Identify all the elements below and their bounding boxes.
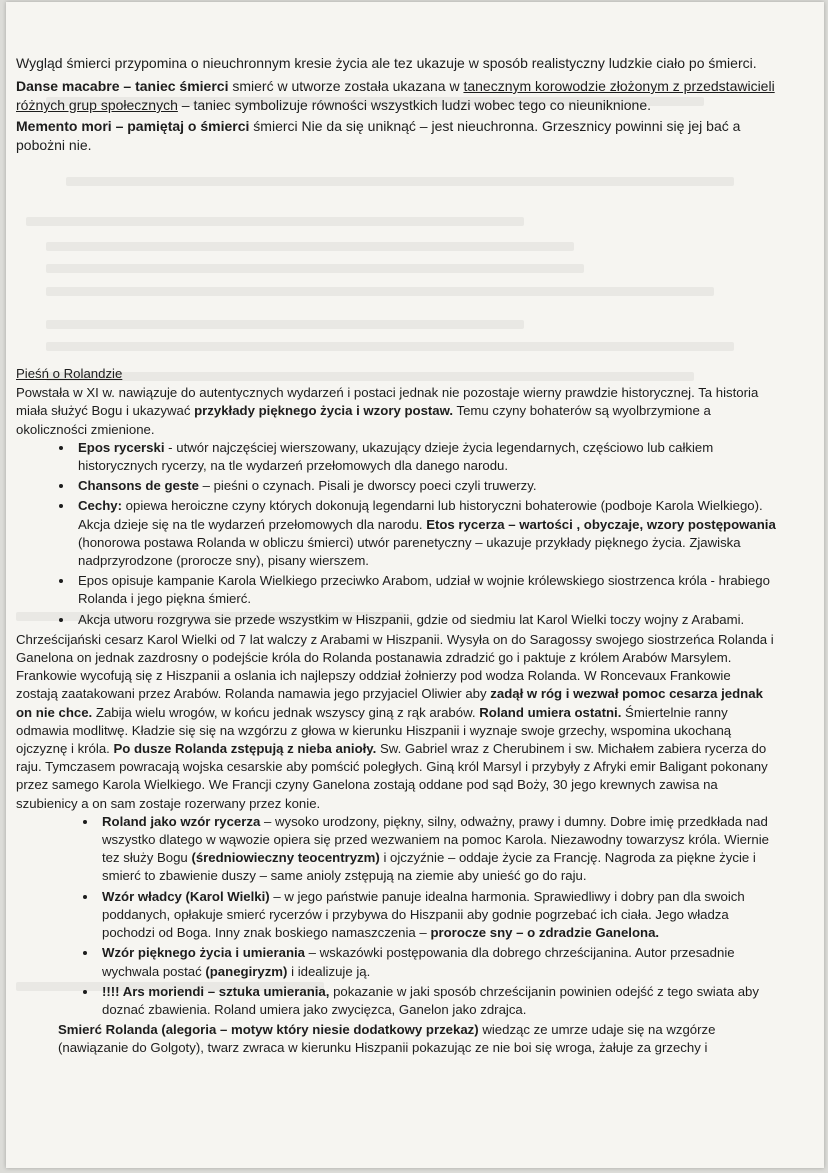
section-heading: Pieśń o Rolandzie (16, 366, 123, 381)
roland-intro-paragraph: Powstała w XI w. nawiązuje do autentycznych wydarzeń i postaci jednak nie pozostaje wierny prawdzie historycznej. Ta historia miała służyć Bogu i ukazywać przykłady pięknego życia i wzory postaw. Temu czyny bohaterów są wyolbrzymione a okoliczności zmienione. (16, 385, 759, 437)
list-item: • Akcja utworu rozgrywa sie przede wszystkim w Hiszpanii, gdzie od siedmiu lat Karol Wielki toczy wojny z Arabami. (74, 611, 776, 629)
list-item: • Roland jako wzór rycerza – wysoko urodzony, piękny, silny, odważny, prawy i dumny. Dobre imię przedkłada nad wszystko dlatego w wąwozie opiera się przed wezwaniem na pomoc Karola. Niezawodny towarzysz króla. Wiernie tez służy Bogu (średniowieczny teocentryzm) i ojczyźnie – oddaje życie za Francję. Nagroda za piękne życie i smierć to zbawienie duszy – same anioly zstępują na ziemie aby unieść go do raju. (98, 813, 776, 886)
roland-section (16, 365, 776, 1058)
plot-summary-paragraph: Chrześcijański cesarz Karol Wielki od 7 lat walczy z Arabami w Hiszpanii. Wysyła on do Saragossy swojego siostrzeńca Rolanda i Ganelona on jednak zazdrosny o podejście króla do Rolanda postanawia zdradzić go i paktuje z królem Arabów Marsylem. Frankowie wycofują się z Hiszpanii a oslania ich najlepszy oddział żołnierzy pod wodza Rolanda. W Roncevaux Frankowie zostają zaatakowani przez Arabów. Rolanda namawia jego przyjaciel Oliwier aby zadął w róg i wezwał pomoc cesarza jednak on nie chce. Zabija wielu wrogów, w końcu jednak wszyscy giną z rąk arabów. Roland umiera ostatni. Śmiertelnie ranny odmawia modlitwę. Kładzie się się na wzgórzu z głowa w kierunku Hiszpanii i wyznaje swoje grzechy, wspomina ukochaną ojczyznę i króla. Po dusze Rolanda zstępują z nieba anioły. Sw. Gabriel wraz z Cherubinem i sw. Michałem zabiera rycerza do raju. Tymczasem powracają wojska cesarskie aby pomścić poległych. Giną król Marsyl i przybyły z Afryki emir Baligant pokonany przez samego Karola Wielkiego. We Francji czyny Ganelona zostają oddane pod sąd Boży, 30 jego krewnych zawisa na szubienicy a on sam zostaje rozerwany przez konie. (16, 631, 774, 811)
roland-death-paragraph: Smierć Rolanda (alegoria – motyw który niesie dodatkowy przekaz) wiedząc ze umrze udaje się na wzgórze (nawiązanie do Golgoty), twarz zwraca w kierunku Hiszpanii pokazując ze nie boi się wroga, żałuje za grzechy i (58, 1022, 716, 1056)
features-list (16, 439, 776, 629)
list-item: • Wzór władcy (Karol Wielki) – w jego państwie panuje idealna harmonia. Sprawiedliwy i dobry pan dla swoich poddanych, opłakuje smierć rycerzów i przybywa do Hiszpanii aby godnie pogrzebać ich ciała. Jego władza pochodzi od Boga. Inny znak boskiego namaszczenia – prorocze sny – o zdradzie Ganelona. (98, 888, 776, 943)
list-item: • Chansons de geste – pieśni o czynach. Pisali je dworscy poeci czyli truwerzy. (74, 477, 776, 495)
intro-paragraph: Wygląd śmierci przypomina o nieuchronnym kresie życia ale tez ukazuje w sposób realistyczny ludzkie ciało po śmierci. (16, 55, 757, 71)
characters-list (16, 813, 776, 1019)
memento-mori-term: Memento mori – pamiętaj o śmierci (16, 118, 250, 134)
document-page (6, 2, 824, 1168)
list-item: • Cechy: opiewa heroiczne czyny których dokonują legendarni lub historyczni bohaterowie (podboje Karola Wielkiego). Akcja dzieje się na tle wydarzeń przełomowych dla narodu. Etos rycerza – wartości , obyczaje, wzory postępowania (honorowa postawa Rolanda w obliczu śmierci) utwór parenetyczny – ukazuje przykłady pięknego życia. Zjawiska nadprzyrodzone (prorocze sny), pisany wierszem. (74, 497, 776, 570)
memento-mori-paragraph: Memento mori – pamiętaj o śmierci śmierci Nie da się uniknąć – jest nieuchronna. Grzesznicy powinni się jej bać a pobożni nie. (16, 118, 741, 153)
danse-underlined: tanecznym korowodzie złożonym z przedstawicieli różnych grup społecznych (16, 78, 775, 113)
list-item: • !!!! Ars moriendi – sztuka umierania, pokazanie w jaki sposób chrześcijanin powinien odejść z tego swiata aby doznać zbawienia. Roland umiera jako zwycięzca, Ganelon jako zdrajca. (98, 983, 776, 1019)
list-item: • Wzór pięknego życia i umierania – wskazówki postępowania dla dobrego chrześcijanina. Autor przesadnie wychwala postać (panegiryzm) i idealizuje ją. (98, 944, 776, 980)
danse-macabre-paragraph: Danse macabre – taniec śmierci smierć w utworze została ukazana w tanecznym korowodzie złożonym z przedstawicieli różnych grup społecznych – taniec symbolizuje równości wszystkich ludzi wobec tego co nieuniknione. (16, 78, 775, 113)
danse-macabre-term: Danse macabre – taniec śmierci (16, 78, 229, 94)
list-item: • Epos rycerski - utwór najczęściej wierszowany, ukazujący dzieje życia legendarnych, częściowo lub całkiem historycznych rycerzy, na tle wydarzeń przełomowych dla danego narodu. (74, 439, 776, 475)
list-item: • Epos opisuje kampanie Karola Wielkiego przeciwko Arabom, udział w wojnie królewskiego siostrzenca króla - hrabiego Rolanda i jego piękna śmierć. (74, 572, 776, 608)
intro-section (16, 54, 776, 155)
